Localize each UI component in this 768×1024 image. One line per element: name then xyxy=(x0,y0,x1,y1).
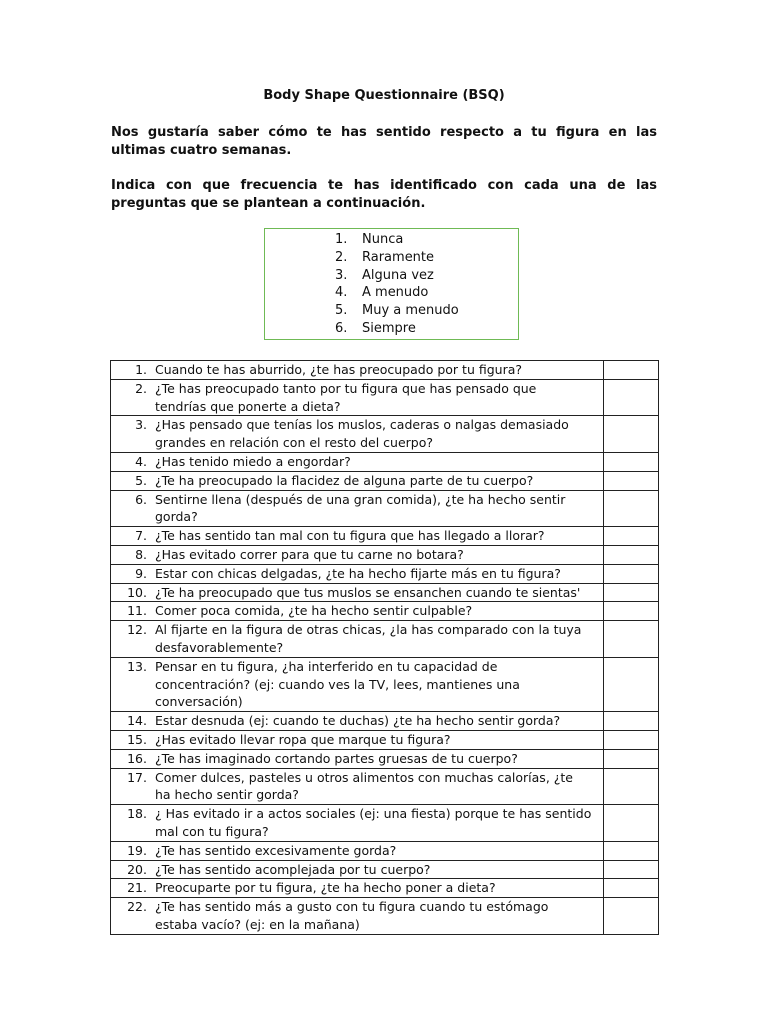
question-cell xyxy=(111,416,604,453)
question-number: 6. xyxy=(135,491,147,507)
question-content xyxy=(111,898,603,934)
question-cell xyxy=(111,860,604,879)
answer-cell[interactable] xyxy=(604,879,659,898)
question-text: Al fijarte en la figura de otras chicas, ¿la has comparado con la tuya desfavorablemente? xyxy=(155,622,582,655)
scale-option-number: 6. xyxy=(335,320,348,336)
question-text: ¿Te has sentido acomplejada por tu cuerpo? xyxy=(155,861,431,877)
question-row xyxy=(111,527,659,546)
response-scale-box xyxy=(264,228,519,340)
question-cell xyxy=(111,379,604,416)
question-content xyxy=(111,842,603,860)
scale-option xyxy=(335,249,459,267)
question-text: ¿Has evitado llevar ropa que marque tu figura? xyxy=(155,731,451,747)
scale-option xyxy=(335,302,459,320)
question-row xyxy=(111,379,659,416)
answer-cell[interactable] xyxy=(604,898,659,935)
question-text: ¿Te has sentido excesivamente gorda? xyxy=(155,842,397,858)
answer-cell[interactable] xyxy=(604,490,659,527)
scale-option-label: Muy a menudo xyxy=(362,303,459,319)
question-number: 10. xyxy=(127,584,147,600)
scale-option xyxy=(335,267,459,285)
scale-option xyxy=(335,320,459,338)
answer-cell[interactable] xyxy=(604,545,659,564)
question-row xyxy=(111,621,659,658)
question-number: 2. xyxy=(135,380,147,396)
questionnaire-table xyxy=(110,360,659,935)
question-content xyxy=(111,602,603,620)
question-row xyxy=(111,712,659,731)
question-text: ¿Te ha preocupado la flacidez de alguna parte de tu cuerpo? xyxy=(155,472,534,488)
question-number: 22. xyxy=(127,899,147,915)
question-number: 8. xyxy=(135,546,147,562)
scale-option-label: Siempre xyxy=(362,320,416,336)
question-number: 9. xyxy=(135,565,147,581)
question-cell xyxy=(111,564,604,583)
answer-cell[interactable] xyxy=(604,730,659,749)
question-content xyxy=(111,731,603,749)
question-content xyxy=(111,453,603,471)
question-cell xyxy=(111,471,604,490)
question-row xyxy=(111,657,659,711)
question-number: 3. xyxy=(135,417,147,433)
question-number: 17. xyxy=(127,769,147,785)
scale-option-number: 4. xyxy=(335,285,348,301)
question-text: ¿Te ha preocupado que tus muslos se ensanchen cuando te sientas' xyxy=(155,584,581,600)
question-row xyxy=(111,471,659,490)
question-cell xyxy=(111,805,604,842)
question-number: 15. xyxy=(127,731,147,747)
answer-cell[interactable] xyxy=(604,361,659,380)
question-cell xyxy=(111,583,604,602)
question-text: Sentirne llena (después de una gran comida), ¿te ha hecho sentir gorda? xyxy=(155,491,566,525)
question-row xyxy=(111,879,659,898)
scale-option xyxy=(335,284,459,302)
question-content xyxy=(111,416,603,452)
question-number: 18. xyxy=(127,806,147,822)
question-content xyxy=(111,584,603,602)
question-content xyxy=(111,380,603,416)
question-text: ¿ Has evitado ir a actos sociales (ej: una fiesta) porque te has sentido mal con tu figura? xyxy=(155,806,592,839)
question-content xyxy=(111,861,603,879)
answer-cell[interactable] xyxy=(604,768,659,805)
question-cell xyxy=(111,730,604,749)
question-content xyxy=(111,527,603,545)
question-content xyxy=(111,472,603,490)
question-row xyxy=(111,841,659,860)
question-text: ¿Has tenido miedo a engordar? xyxy=(155,453,351,469)
question-content xyxy=(111,621,603,657)
question-row xyxy=(111,452,659,471)
question-row xyxy=(111,730,659,749)
question-cell xyxy=(111,361,604,380)
question-number: 16. xyxy=(127,750,147,766)
question-text: ¿Te has preocupado tanto por tu figura que has pensado que tendrías que ponerte a dieta? xyxy=(155,380,537,414)
question-row xyxy=(111,490,659,527)
question-row xyxy=(111,768,659,805)
question-text: ¿Has evitado correr para que tu carne no botara? xyxy=(155,546,464,562)
question-number: 7. xyxy=(135,528,147,544)
question-cell xyxy=(111,657,604,711)
scale-option-label: A menudo xyxy=(362,285,429,301)
answer-cell[interactable] xyxy=(604,712,659,731)
question-content xyxy=(111,658,603,711)
question-number: 21. xyxy=(127,880,147,896)
scale-option-number: 1. xyxy=(335,232,348,247)
question-content xyxy=(111,879,603,897)
answer-cell[interactable] xyxy=(604,621,659,658)
answer-cell[interactable] xyxy=(604,841,659,860)
question-content xyxy=(111,769,603,805)
question-row xyxy=(111,602,659,621)
question-number: 13. xyxy=(127,658,147,674)
intro-paragraph-1: Nos gustaría saber cómo te has sentido respecto a tu figura en las ultimas cuatro semanas. xyxy=(111,125,657,158)
question-cell xyxy=(111,768,604,805)
question-cell xyxy=(111,749,604,768)
question-cell xyxy=(111,452,604,471)
question-row xyxy=(111,898,659,935)
answer-cell[interactable] xyxy=(604,452,659,471)
question-cell xyxy=(111,602,604,621)
answer-cell[interactable] xyxy=(604,583,659,602)
answer-cell[interactable] xyxy=(604,805,659,842)
question-text: Estar desnuda (ej: cuando te duchas) ¿te ha hecho sentir gorda? xyxy=(155,713,561,729)
question-row xyxy=(111,805,659,842)
question-cell xyxy=(111,898,604,935)
answer-cell[interactable] xyxy=(604,527,659,546)
question-text: Comer poca comida, ¿te ha hecho sentir culpable? xyxy=(155,603,473,619)
question-content xyxy=(111,565,603,583)
question-number: 14. xyxy=(127,713,147,729)
scale-option-label: Nunca xyxy=(362,232,404,247)
question-text: ¿Te has sentido tan mal con tu figura que has llegado a llorar? xyxy=(155,528,545,544)
question-content xyxy=(111,712,603,730)
intro-paragraph-2: Indica con que frecuencia te has identificado con cada una de las preguntas que se plantean a continuación. xyxy=(111,178,657,211)
question-number: 11. xyxy=(127,603,147,619)
question-cell xyxy=(111,621,604,658)
question-content xyxy=(111,750,603,768)
question-row xyxy=(111,416,659,453)
question-text: Cuando te has aburrido, ¿te has preocupado por tu figura? xyxy=(155,362,523,377)
question-row xyxy=(111,860,659,879)
question-cell xyxy=(111,490,604,527)
answer-cell[interactable] xyxy=(604,564,659,583)
scale-option-label: Alguna vez xyxy=(362,267,434,283)
question-number: 20. xyxy=(127,861,147,877)
question-text: Comer dulces, pasteles u otros alimentos con muchas calorías, ¿te ha hecho sentir gorda? xyxy=(155,769,573,803)
question-number: 1. xyxy=(135,362,147,377)
question-row xyxy=(111,361,659,380)
question-row xyxy=(111,545,659,564)
page-title: Body Shape Questionnaire (BSQ) xyxy=(263,88,505,103)
question-number: 12. xyxy=(127,622,147,638)
question-content xyxy=(111,361,603,379)
question-text: Preocuparte por tu figura, ¿te ha hecho poner a dieta? xyxy=(155,880,496,896)
question-cell xyxy=(111,879,604,898)
question-row xyxy=(111,749,659,768)
question-text: Estar con chicas delgadas, ¿te ha hecho fijarte más en tu figura? xyxy=(155,565,561,581)
answer-cell[interactable] xyxy=(604,379,659,416)
question-text: ¿Has pensado que tenías los muslos, caderas o nalgas demasiado grandes en relación con el resto del cuerpo? xyxy=(155,417,569,451)
answer-cell[interactable] xyxy=(604,471,659,490)
scale-option-number: 5. xyxy=(335,303,348,319)
answer-cell[interactable] xyxy=(604,602,659,621)
question-content xyxy=(111,546,603,564)
scale-option-number: 3. xyxy=(335,267,348,283)
scale-option-label: Raramente xyxy=(362,249,435,265)
scale-option xyxy=(335,231,459,249)
question-text: ¿Te has imaginado cortando partes gruesas de tu cuerpo? xyxy=(155,750,518,766)
question-row xyxy=(111,564,659,583)
question-row xyxy=(111,583,659,602)
question-content xyxy=(111,805,603,841)
question-number: 19. xyxy=(127,842,147,858)
answer-cell[interactable] xyxy=(604,657,659,711)
question-number: 4. xyxy=(135,453,147,469)
question-cell xyxy=(111,545,604,564)
question-content xyxy=(111,491,603,527)
answer-cell[interactable] xyxy=(604,416,659,453)
question-text: Pensar en tu figura, ¿ha interferido en tu capacidad de concentración? (ej: cuando ves la TV, lees, mantienes una conversación) xyxy=(155,658,520,710)
question-cell xyxy=(111,841,604,860)
question-number: 5. xyxy=(135,472,147,488)
scale-option-number: 2. xyxy=(335,249,348,265)
question-cell xyxy=(111,527,604,546)
question-text: ¿Te has sentido más a gusto con tu figura cuando tu estómago estaba vacío? (ej: en la mañana) xyxy=(155,899,549,932)
answer-cell[interactable] xyxy=(604,749,659,768)
answer-cell[interactable] xyxy=(604,860,659,879)
question-cell xyxy=(111,712,604,731)
response-scale-list xyxy=(335,231,459,338)
